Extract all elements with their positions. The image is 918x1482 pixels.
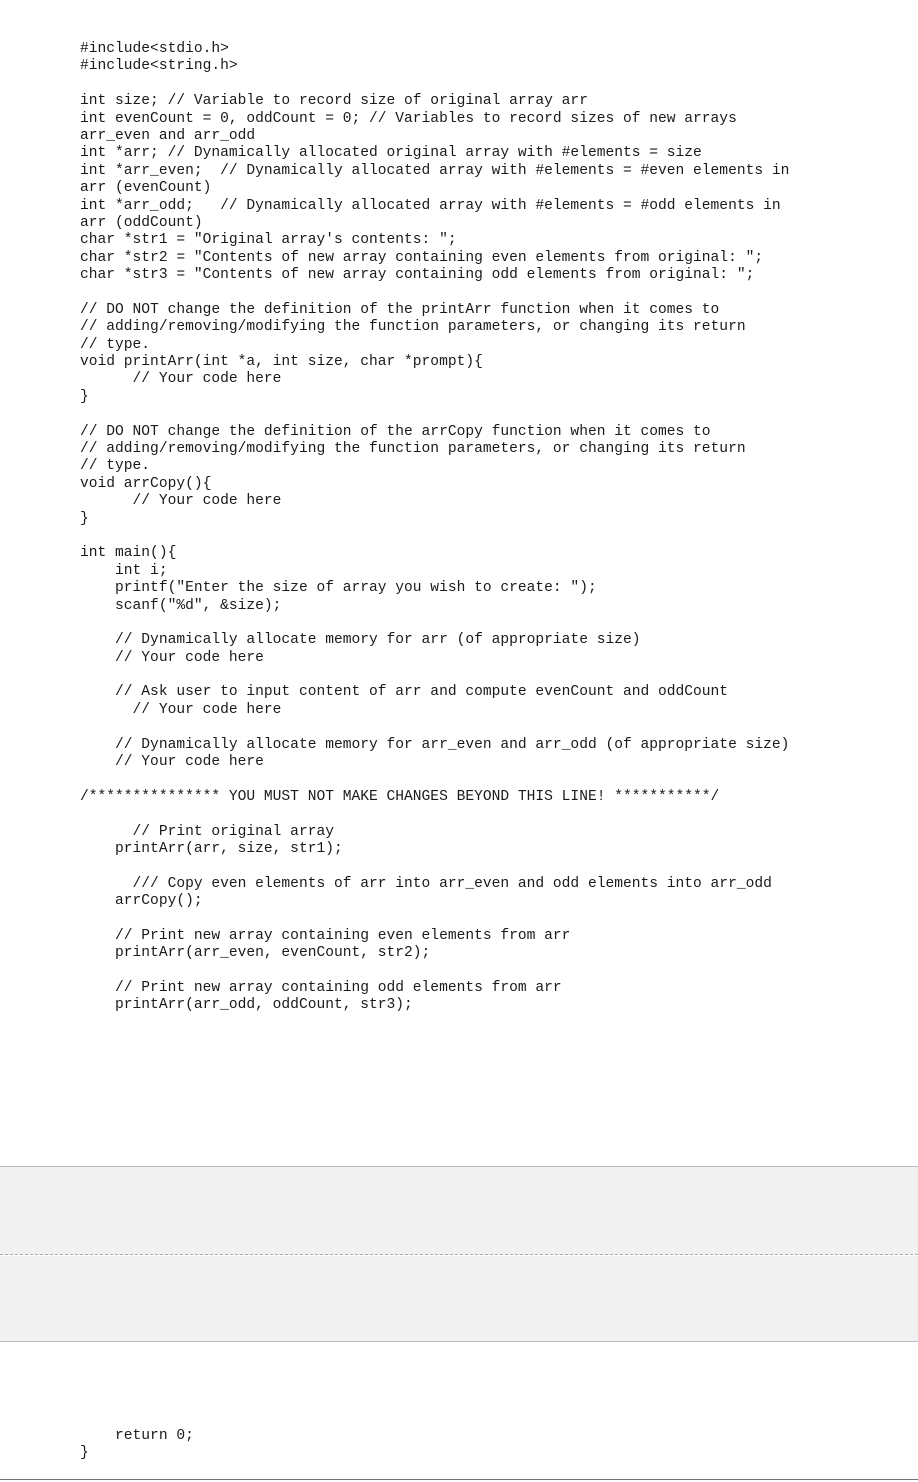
code-line: // DO NOT change the definition of the arrCopy function when it comes to	[80, 423, 711, 440]
code-line	[80, 771, 900, 788]
code-line	[80, 806, 900, 823]
code-line	[80, 284, 900, 301]
code-line: scanf("%d", &size);	[80, 597, 282, 614]
code-line: arr_even and arr_odd	[80, 127, 256, 144]
code-line: int *arr_odd; // Dynamically allocated array with #elements = #odd elements in	[80, 197, 781, 214]
code-line: // Your code here	[80, 701, 282, 718]
code-line: // Your code here	[80, 649, 264, 666]
answer-area-lower	[0, 1256, 918, 1342]
code-line	[80, 719, 900, 736]
code-line: // Your code here	[80, 754, 264, 771]
source-code-tail	[80, 1428, 194, 1463]
code-line: // Dynamically allocate memory for arr_even and arr_odd (of appropriate size)	[80, 736, 790, 753]
code-line	[80, 76, 900, 93]
code-line	[80, 667, 900, 684]
code-line: int evenCount = 0, oddCount = 0; // Variables to record sizes of new arrays	[80, 110, 737, 127]
code-line: arrCopy();	[80, 893, 203, 910]
code-line	[80, 406, 900, 423]
code-line	[80, 1015, 900, 1032]
code-line: arr (evenCount)	[80, 180, 212, 197]
code-line: arr (oddCount)	[80, 214, 203, 231]
code-line: }	[80, 510, 89, 527]
code-line: // Your code here	[80, 371, 282, 388]
answer-area-divider	[0, 1254, 918, 1255]
code-line: // Print new array containing even elements from arr	[80, 927, 571, 944]
code-line	[80, 528, 900, 545]
code-line: }	[80, 388, 89, 405]
code-line: /// Copy even elements of arr into arr_even and odd elements into arr_odd	[80, 875, 772, 892]
code-line	[80, 911, 900, 928]
code-line: // adding/removing/modifying the function parameters, or changing its return	[80, 440, 746, 457]
code-line: // Your code here	[80, 493, 282, 510]
code-line: char *str2 = "Contents of new array containing even elements from original: ";	[80, 249, 764, 266]
code-line: // DO NOT change the definition of the printArr function when it comes to	[80, 301, 720, 318]
code-line: // type.	[80, 458, 151, 475]
code-line: #include<stdio.h>	[80, 41, 229, 57]
code-line: // Dynamically allocate memory for arr (of appropriate size)	[80, 632, 641, 649]
code-line: // Print original array	[80, 823, 334, 840]
code-line: int *arr_even; // Dynamically allocated array with #elements = #even elements in	[80, 162, 790, 179]
code-line: // adding/removing/modifying the function parameters, or changing its return	[80, 319, 746, 336]
code-line: char *str3 = "Contents of new array containing odd elements from original: ";	[80, 267, 755, 284]
code-line: void printArr(int *a, int size, char *prompt){	[80, 354, 483, 371]
code-line: void arrCopy(){	[80, 475, 212, 492]
code-line: printArr(arr, size, str1);	[80, 840, 343, 857]
code-line: char *str1 = "Original array's contents: ";	[80, 232, 457, 249]
code-line: int main(){	[80, 545, 177, 562]
source-code-block	[80, 41, 900, 1032]
code-line: printArr(arr_odd, oddCount, str3);	[80, 997, 413, 1014]
code-line: printArr(arr_even, evenCount, str2);	[80, 945, 431, 962]
code-line: }	[80, 1445, 89, 1462]
bottom-divider	[0, 1479, 918, 1480]
code-line: int i;	[80, 562, 168, 579]
code-line: printf("Enter the size of array you wish to create: ");	[80, 580, 597, 597]
answer-area-upper	[0, 1166, 918, 1255]
code-line	[80, 858, 900, 875]
code-line	[80, 615, 900, 632]
code-line: // Print new array containing odd elements from arr	[80, 980, 562, 997]
code-line: return 0;	[80, 1428, 194, 1444]
code-line	[80, 963, 900, 980]
code-line: // type.	[80, 336, 151, 353]
code-line: // Ask user to input content of arr and compute evenCount and oddCount	[80, 684, 729, 701]
code-line: #include<string.h>	[80, 58, 238, 75]
code-line: int *arr; // Dynamically allocated original array with #elements = size	[80, 145, 702, 162]
code-line: int size; // Variable to record size of original array arr	[80, 93, 588, 110]
code-line: /*************** YOU MUST NOT MAKE CHANGES BEYOND THIS LINE! ***********/	[80, 788, 720, 805]
